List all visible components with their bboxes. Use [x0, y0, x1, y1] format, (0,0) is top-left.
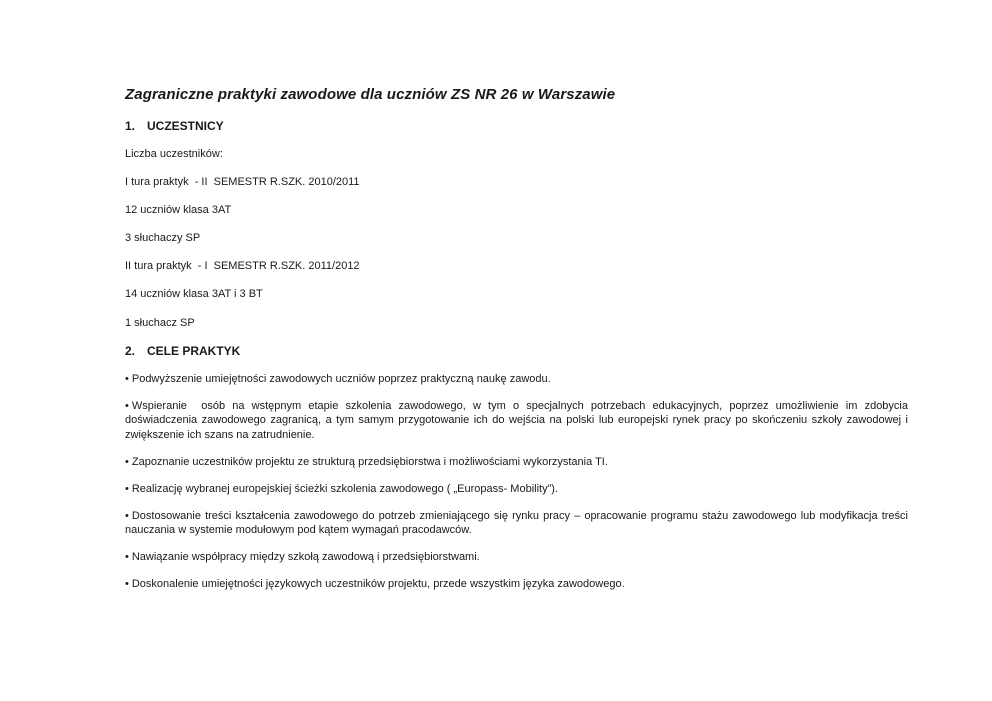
bullet-icon: •	[125, 509, 129, 522]
section-heading-text: CELE PRAKTYK	[147, 343, 241, 358]
bullet-icon: •	[125, 482, 129, 495]
participants-line: 1 słuchacz SP	[125, 316, 195, 329]
list-item-text: Doskonalenie umiejętności językowych uczestników projektu, przede wszystkim języka zawodowego.	[131, 578, 625, 591]
list-item	[125, 509, 908, 538]
list-item	[125, 550, 908, 565]
participants-line: II tura praktyk - I SEMESTR R.SZK. 2011/2012	[125, 260, 360, 273]
list-item-text: Dostosowanie treści kształcenia zawodowego do potrzeb zmieniającego się rynku pracy – opracowanie programu stażu zawodowego lub modyfikacja treści nauczania w systemie modułowym pod kątem wymagań pracodawców.	[125, 509, 908, 537]
list-item-text: Realizację wybranej europejskiej ścieżki szkolenia zawodowego ( „Europass- Mobility”).	[131, 482, 558, 495]
bullet-icon: •	[125, 578, 129, 591]
section-number: 1.	[125, 119, 136, 133]
participants-line: I tura praktyk - II SEMESTR R.SZK. 2010/2011	[125, 176, 360, 189]
list-item-text: Wspieranie osób na wstępnym etapie szkolenia zawodowego, w tym o specjalnych potrzebach edukacyjnych, poprzez umożliwienie im zdobycia doświadczenia zawodowego zagranicą, a tym samym przygotowanie ich do wejścia na polski lub europejski rynek pracy po skończeniu szkoły zawodowej i zwiększenie ich szans na zatrudnienie.	[125, 399, 912, 441]
list-item	[125, 455, 908, 470]
list-item	[125, 482, 908, 497]
document-title: Zagraniczne praktyki zawodowe dla uczniów ZS NR 26 w Warszawie	[125, 86, 616, 103]
participants-line: 12 uczniów klasa 3AT	[125, 204, 232, 217]
bullet-icon: •	[125, 399, 129, 412]
list-item	[125, 399, 912, 443]
document-body	[125, 86, 912, 604]
section-heading-text: UCZESTNICY	[147, 119, 224, 133]
bullet-icon: •	[125, 455, 129, 468]
list-item-text: Podwyższenie umiejętności zawodowych uczniów poprzez praktyczną naukę zawodu.	[131, 372, 551, 385]
list-item	[125, 372, 908, 387]
section-heading-participants	[125, 119, 908, 133]
goals-list	[125, 372, 912, 592]
bullet-icon: •	[125, 372, 129, 385]
list-item-text: Nawiązanie współpracy między szkołą zawodową i przedsiębiorstwami.	[131, 551, 480, 564]
participants-line: 3 słuchaczy SP	[125, 232, 201, 245]
participants-list	[125, 147, 908, 330]
section-heading-goals	[125, 344, 908, 358]
section-number: 2.	[125, 343, 136, 358]
participants-line: Liczba uczestników:	[125, 148, 223, 160]
list-item	[125, 577, 908, 592]
participants-line: 14 uczniów klasa 3AT i 3 BT	[125, 288, 263, 301]
list-item-text: Zapoznanie uczestników projektu ze strukturą przedsiębiorstwa i możliwościami wykorzystania TI.	[131, 455, 608, 468]
bullet-icon: •	[125, 551, 129, 564]
